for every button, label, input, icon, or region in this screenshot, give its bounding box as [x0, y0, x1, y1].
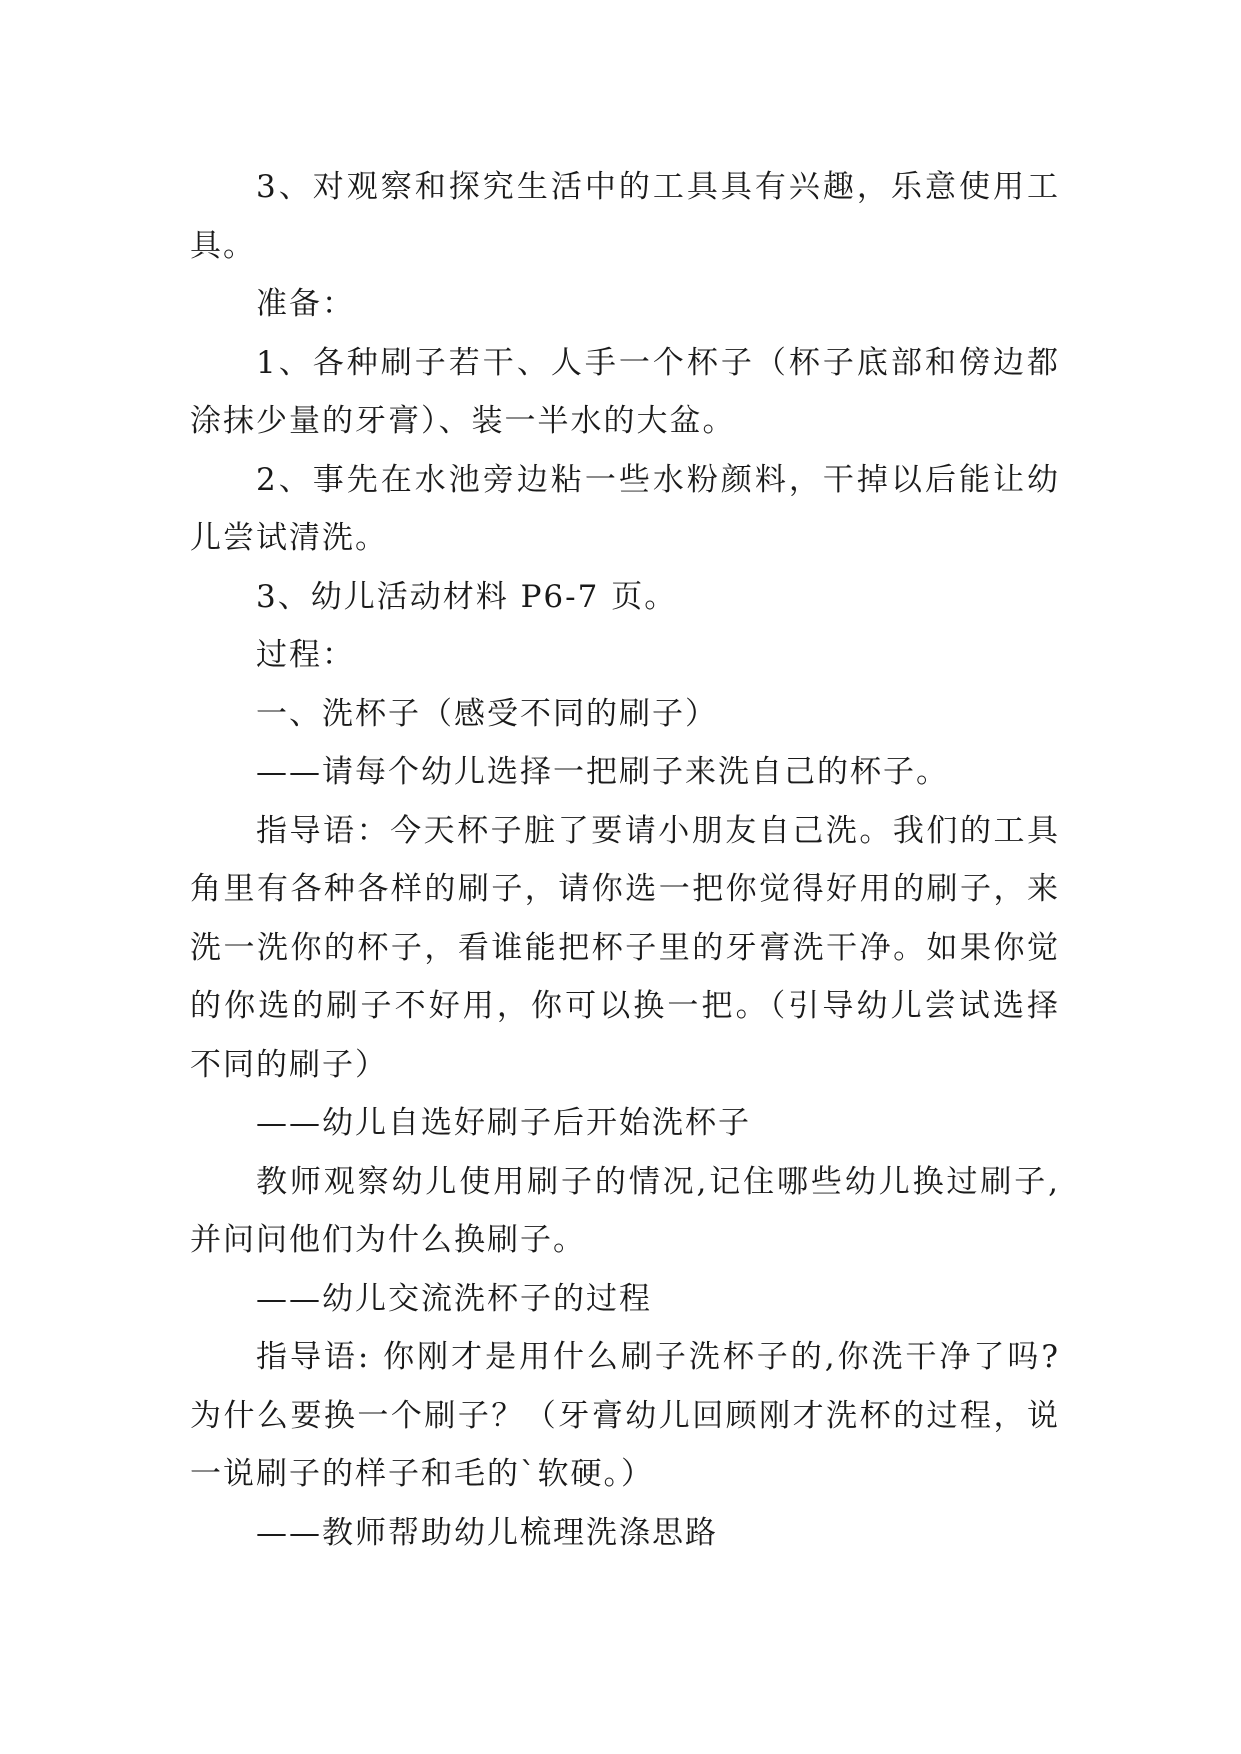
- paragraph-interest-goal: 3、对观察和探究生活中的工具具有兴趣，乐意使用工具。: [190, 169, 1060, 264]
- paragraph-teacher-summary: ——教师帮助幼儿梳理洗涤思路: [256, 1514, 718, 1551]
- paragraph-preparation-item-1: 1、各种刷子若干、人手一个杯子（杯子底部和傍边都涂抹少量的牙膏）、装一半水的大盆。: [190, 344, 1060, 439]
- paragraph-teacher-observe: 教师观察幼儿使用刷子的情况,记住哪些幼儿换过刷子,并问问他们为什么换刷子。: [190, 1163, 1060, 1258]
- paragraph-guidance-2: 指导语: 你刚才是用什么刷子洗杯子的,你洗干净了吗?为什么要换一个刷子？（牙膏幼儿回顾刚才洗杯的过程，说一说刷子的样子和毛的`软硬。）: [190, 1339, 1060, 1492]
- paragraph-children-share: ——幼儿交流洗杯子的过程: [256, 1280, 652, 1317]
- paragraph-preparation-item-2: 2、事先在水池旁边粘一些水粉颜料，干掉以后能让幼儿尝试清洗。: [190, 461, 1060, 556]
- paragraph-preparation-heading: 准备：: [256, 286, 355, 322]
- document-body: [190, 158, 1060, 1562]
- paragraph-step-1-title: 一、洗杯子（感受不同的刷子）: [256, 695, 718, 732]
- paragraph-process-heading: 过程：: [256, 637, 355, 673]
- paragraph-children-start: ——幼儿自选好刷子后开始洗杯子: [256, 1105, 751, 1141]
- paragraph-step-1-instruction: ——请每个幼儿选择一把刷子来洗自己的杯子。: [256, 754, 949, 790]
- paragraph-guidance-1: 指导语：今天杯子脏了要请小朋友自己洗。我们的工具角里有各种各样的刷子，请你选一把你觉得好用的刷子，来洗一洗你的杯子，看谁能把杯子里的牙膏洗干净。如果你觉的你选的刷子不好用，你可以换一把。（引导幼儿尝试选择不同的刷子）: [190, 812, 1060, 1083]
- paragraph-preparation-item-3: 3、幼儿活动材料 P6-7 页。: [256, 578, 678, 615]
